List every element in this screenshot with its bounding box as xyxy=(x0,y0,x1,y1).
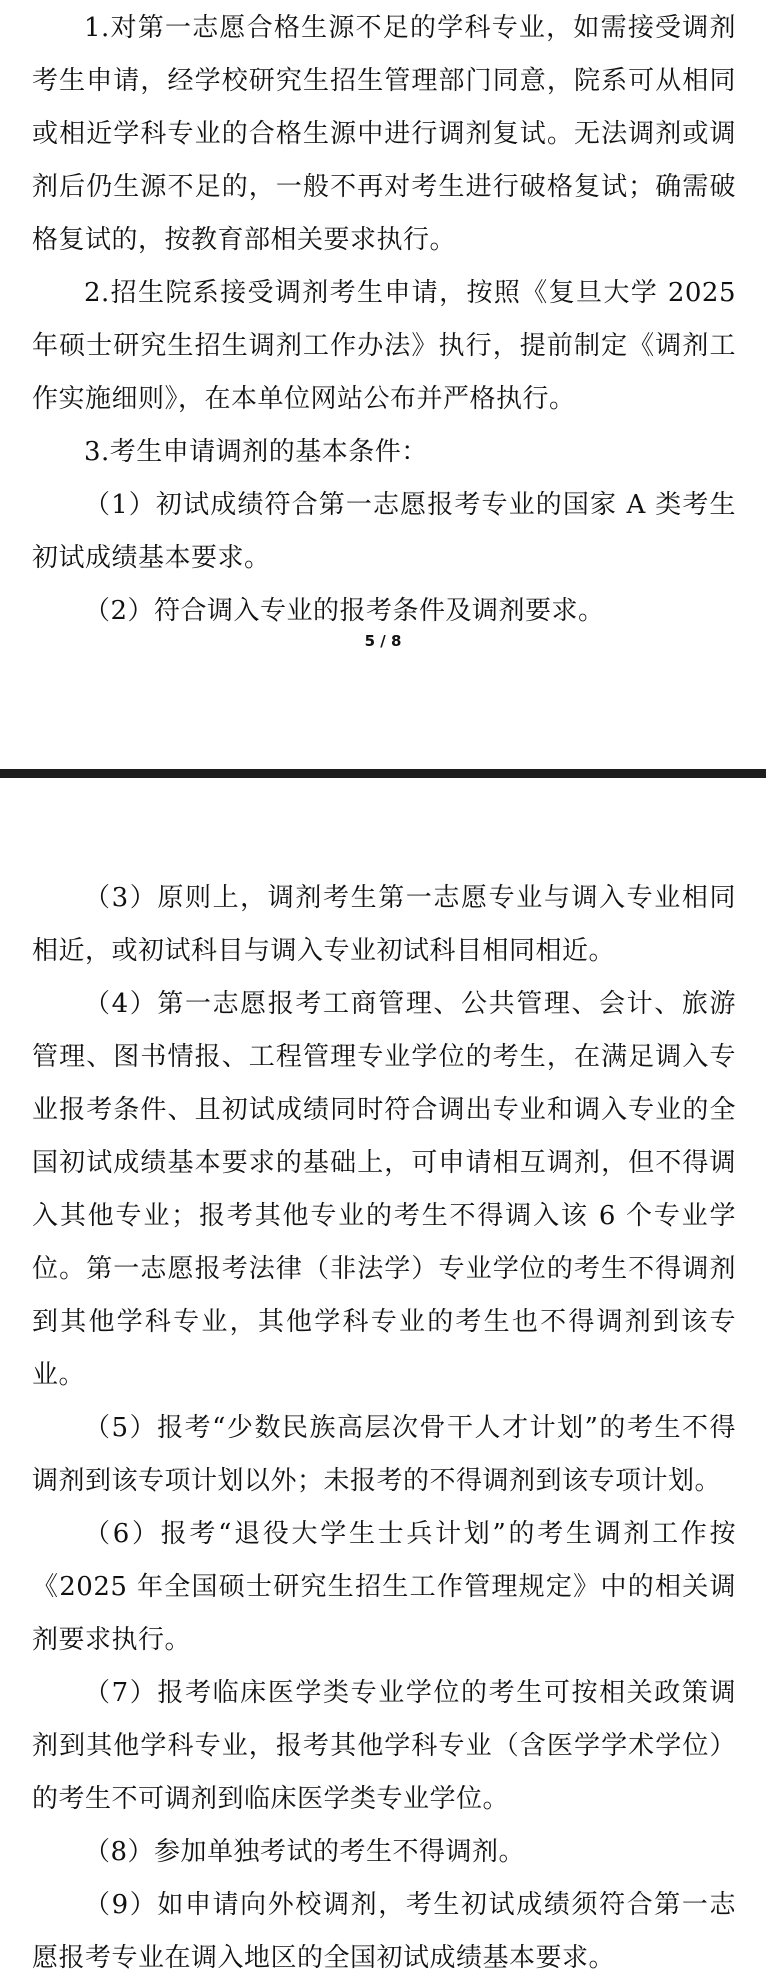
item-2: （2）符合调入专业的报考条件及调剂要求。 xyxy=(84,596,605,626)
item-4: （4）第一志愿报考工商管理、公共管理、会计、旅游管理、图书情报、工程管理专业学位的考生，在满足调入专业报考条件、且初试成绩同时符合调出专业和调入专业的全国初试成绩基本要求的基础上，可申请相互调剂，但不得调入其他专业；报考其他专业的考生不得调入该 6 个专业学位。第一志愿报考法律（非法学）专业学位的考生不得调剂到其他学科专业，其他学科专业的考生也不得调剂到该专业。 xyxy=(32,989,736,1390)
item-3: （3）原则上，调剂考生第一志愿专业与调入专业相同相近，或初试科目与调入专业初试科目相同相近。 xyxy=(32,883,736,966)
item-5: （5）报考“少数民族高层次骨干人才计划”的考生不得调剂到该专项计划以外；未报考的不得调剂到该专项计划。 xyxy=(32,1413,736,1496)
item-9: （9）如申请向外校调剂，考生初试成绩须符合第一志愿报考专业在调入地区的全国初试成绩基本要求。 xyxy=(32,1890,736,1973)
page-separator xyxy=(0,769,766,778)
item-8: （8）参加单独考试的考生不得调剂。 xyxy=(84,1837,526,1867)
paragraph-2: 2.招生院系接受调剂考生申请，按照《复旦大学 2025 年硕士研究生招生调剂工作办法》执行，提前制定《调剂工作实施细则》，在本单位网站公布并严格执行。 xyxy=(32,278,736,414)
page-number: 5 / 8 xyxy=(364,632,402,650)
paragraph-1: 1.对第一志愿合格生源不足的学科专业，如需接受调剂考生申请，经学校研究生招生管理部门同意，院系可从相同或相近学科专业的合格生源中进行调剂复试。无法调剂或调剂后仍生源不足的，一般不再对考生进行破格复试；确需破格复试的，按教育部相关要求执行。 xyxy=(32,13,736,255)
document-page-5 xyxy=(0,0,766,638)
item-1: （1）初试成绩符合第一志愿报考专业的国家 A 类考生初试成绩基本要求。 xyxy=(32,490,736,573)
document-page-6 xyxy=(0,810,766,1985)
item-6: （6）报考“退役大学生士兵计划”的考生调剂工作按《2025 年全国硕士研究生招生工作管理规定》中的相关调剂要求执行。 xyxy=(32,1519,736,1655)
item-7: （7）报考临床医学类专业学位的考生可按相关政策调剂到其他学科专业，报考其他学科专业（含医学学术学位）的考生不可调剂到临床医学类专业学位。 xyxy=(32,1678,736,1814)
paragraph-3: 3.考生申请调剂的基本条件： xyxy=(84,437,428,467)
